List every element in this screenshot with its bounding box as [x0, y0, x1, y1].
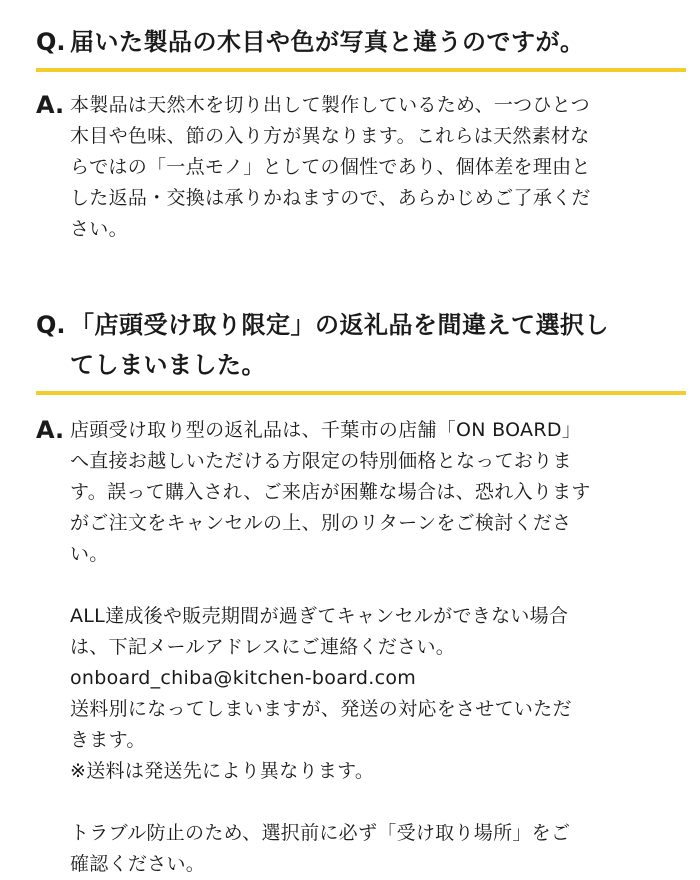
question-text: 「店頭受け取り限定」の返礼品を間違えて選択し てしまいました。 [70, 311, 609, 379]
answer-paragraph-shipping: 送料別になってしまいますが、発送の対応をさせていただ きます。 [70, 698, 572, 751]
faq-item-store-pickup [0, 305, 700, 880]
question-text: 届いた製品の木目や色が写真と違うのですが。 [70, 28, 585, 56]
answer-body [70, 415, 591, 880]
answer-paragraph-pickup: 店頭受け取り型の返礼品は、千葉市の店舗「ON BOARD」 へ直接お越しいただける方限定の特別価格となっておりま す。誤って購入され、ご来店が困難な場合は、恐れ入ります がご注文をキャンセルの上、別のリターンをご検討くださ い。 [70, 419, 591, 565]
answer-paragraph-confirm: トラブル防止のため、選択前に必ず「受け取り場所」をご 確認ください。 [70, 822, 571, 875]
question-row [0, 305, 700, 385]
answer-prefix: A. [36, 416, 65, 444]
answer-row [0, 90, 700, 245]
question-prefix: Q. [36, 28, 66, 56]
paragraph-gap [70, 787, 591, 818]
paragraph-gap [70, 570, 591, 601]
question-divider [36, 391, 686, 395]
contact-email: onboard_chiba@kitchen-board.com [70, 667, 417, 689]
answer-prefix: A. [36, 91, 65, 119]
answer-text: 本製品は天然木を切り出して製作しているため、一つひとつ 木目や色味、節の入り方が異なります。これらは天然素材な らではの「一点モノ」としての個性であり、個体差を理由と した返品・交換は承りかねますので、あらかじめご了承くだ さい。 [70, 94, 591, 240]
question-divider [36, 68, 686, 72]
answer-body [70, 90, 591, 245]
faq-item-product-grain [0, 0, 700, 245]
answer-row [0, 415, 700, 880]
question-prefix: Q. [36, 311, 66, 339]
question-row [0, 22, 700, 62]
shipping-note: ※送料は発送先により異なります。 [70, 760, 375, 782]
answer-paragraph-contact: ALL達成後や販売期間が過ぎてキャンセルができない場合 は、下記メールアドレスにご連絡ください。 [70, 605, 569, 658]
